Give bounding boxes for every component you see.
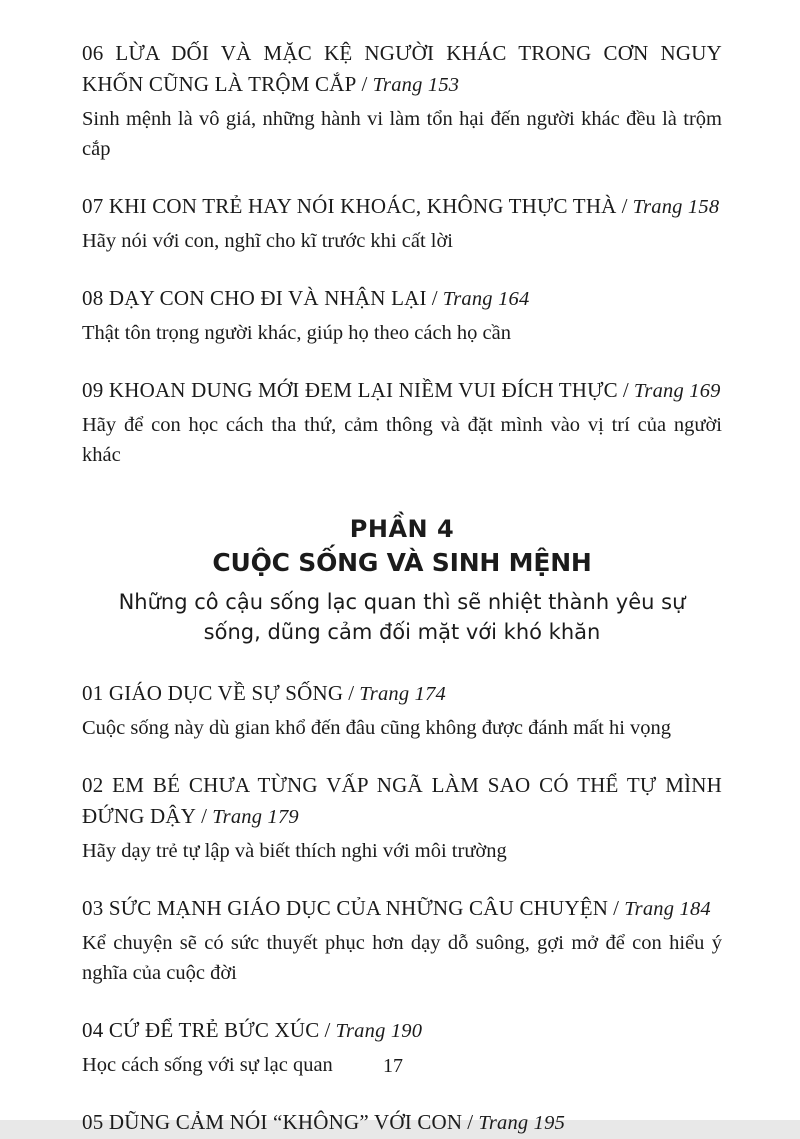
part-title-heading: CUỘC SỐNG VÀ SINH MỆNH — [212, 548, 592, 577]
entry-page-ref: Trang 174 — [359, 683, 446, 705]
entry-page-ref: Trang 190 — [335, 1020, 423, 1042]
entry-separator: / — [622, 378, 629, 402]
toc-entry — [82, 38, 722, 164]
entry-separator: / — [361, 72, 368, 96]
entry-subtitle: Cuộc sống này dù gian khổ đến đâu cũng không được đánh mất hi vọng — [82, 717, 672, 739]
toc-entry — [82, 893, 722, 988]
page-number: 17 — [383, 1055, 403, 1077]
entry-title: 01 GIÁO DỤC VỀ SỰ SỐNG — [82, 681, 344, 705]
toc-entry — [82, 770, 722, 866]
entry-title-line — [82, 893, 722, 925]
entry-separator: / — [324, 1018, 331, 1042]
entry-title: 02 EM BÉ CHƯA TỪNG VẤP NGÃ LÀM SAO CÓ THỂ TỰ MÌNH ĐỨNG DẬY — [82, 773, 722, 828]
entry-title: 03 SỨC MẠNH GIÁO DỤC CỦA NHỮNG CÂU CHUYỆN — [82, 896, 609, 920]
entry-subtitle: Hãy để con học cách tha thứ, cảm thông và đặt mình vào vị trí của người khác — [82, 414, 722, 466]
entry-title: 05 DŨNG CẢM NÓI “KHÔNG” VỚI CON — [82, 1110, 463, 1134]
entry-separator: / — [431, 286, 438, 310]
entry-subtitle: Hãy dạy trẻ tự lập và biết thích nghi với môi trường — [82, 840, 507, 862]
toc-entry — [82, 191, 722, 256]
entry-title-line — [82, 375, 722, 407]
entry-page-ref: Trang 179 — [212, 806, 299, 828]
toc-entry — [82, 1107, 722, 1139]
entry-separator: / — [621, 194, 628, 218]
entry-title: 08 DẠY CON CHO ĐI VÀ NHẬN LẠI — [82, 286, 427, 310]
entry-title-line — [82, 283, 722, 315]
toc-entry — [82, 678, 722, 743]
entry-subtitle: Kể chuyện sẽ có sức thuyết phục hơn dạy dỗ suông, gợi mở để con hiểu ý nghĩa của cuộc đời — [82, 932, 722, 984]
entry-separator: / — [467, 1110, 474, 1134]
entry-title: 07 KHI CON TRẺ HAY NÓI KHOÁC, KHÔNG THỰC THÀ — [82, 194, 617, 218]
entry-subtitle: Thật tôn trọng người khác, giúp họ theo cách họ cần — [82, 322, 511, 344]
entry-subtitle: Hãy nói với con, nghĩ cho kĩ trước khi cất lời — [82, 230, 453, 252]
toc-entry — [82, 283, 722, 348]
entry-page-ref: Trang 169 — [633, 380, 721, 402]
entry-page-ref: Trang 158 — [632, 196, 720, 218]
entry-separator: / — [613, 896, 620, 920]
entry-title: 04 CỨ ĐỂ TRẺ BỨC XÚC — [82, 1018, 320, 1042]
entry-page-ref: Trang 153 — [372, 74, 460, 96]
entry-separator: / — [201, 804, 208, 828]
entry-title: 06 LỪA DỐI VÀ MẶC KỆ NGƯỜI KHÁC TRONG CƠN NGUY KHỐN CŨNG LÀ TRỘM CẮP — [82, 41, 722, 96]
entry-title-line — [82, 1015, 722, 1047]
entry-title-line — [82, 191, 722, 223]
entry-page-ref: Trang 195 — [478, 1112, 566, 1134]
entry-subtitle: Sinh mệnh là vô giá, những hành vi làm tổn hại đến người khác đều là trộm cắp — [82, 108, 722, 160]
entry-separator: / — [348, 681, 355, 705]
part-header — [82, 514, 722, 647]
entry-page-ref: Trang 164 — [442, 288, 530, 310]
entry-title: 09 KHOAN DUNG MỚI ĐEM LẠI NIỀM VUI ĐÍCH THỰC — [82, 378, 618, 402]
entry-title-line — [82, 678, 722, 710]
entry-title-line — [82, 1107, 722, 1139]
entry-title-line — [82, 770, 722, 833]
part-number-heading: PHẦN 4 — [349, 515, 455, 543]
entry-subtitle: Học cách sống với sự lạc quan — [82, 1054, 333, 1076]
toc-entry — [82, 375, 722, 470]
part-subtitle: Những cô cậu sống lạc quan thì sẽ nhiệt thành yêu sự sống, dũng cảm đối mặt với khó khăn — [118, 590, 686, 644]
entry-title-line — [82, 38, 722, 101]
entry-page-ref: Trang 184 — [624, 898, 711, 920]
